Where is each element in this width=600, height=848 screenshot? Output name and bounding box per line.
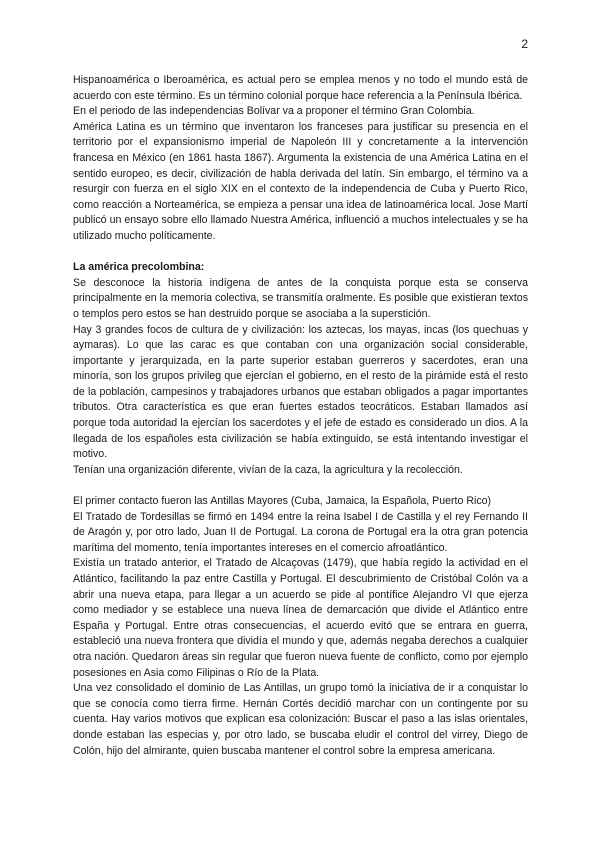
paragraph-primer-contacto: El primer contacto fueron las Antillas Mayores (Cuba, Jamaica, la Española, Puerto Rico) <box>73 495 492 508</box>
paragraph-tordesillas: El Tratado de Tordesillas se firmó en 1494 entre la reina Isabel I de Castilla y el rey Fernando II de Aragón y, por otro lado, Juan II de Portugal. La corona de Portugal era la otra gran potencia marítima del momento, tenía importantes intereses en el comercio afroatlántico. <box>73 510 528 554</box>
spacer <box>73 245 528 261</box>
paragraph-antillas-conquista: Una vez consolidado el dominio de Las Antillas, un grupo tomó la iniciativa de ir a conquistar lo que se conocía como tierra firme. Hernán Cortés decidió marchar con un contingente por su cuenta. Hay varios motivos que explican esa colonización: Buscar el paso a las islas orientales, donde estaban las especias y, por otro lado, se buscaba eludir el control del virrey, Diego de Colón, hijo del almirante, quien buscaba mantener el control sobre la empresa americana. <box>73 682 528 757</box>
paragraph-historia-indigena: Se desconoce la historia indígena de antes de la conquista porque esta se conserva principalmente en la memoria colectiva, se transmitía oralmente. Es posible que existieran textos o templos pero estos se han destruido porque se asociaba a la superstición. <box>73 276 528 320</box>
paragraph-organizacion: Tenían una organización diferente, vivían de la caza, la agricultura y la recolección. <box>73 463 463 476</box>
document-body <box>73 73 528 759</box>
paragraph-america-latina: América Latina es un término que inventaron los franceses para justificar su presencia en el territorio por el expansionismo imperial de Napoleón III y concretamente a la intervención francesa en México (en 1861 hasta 1867). Argumenta la existencia de una América Latina en el sentido europeo, es decir, civilización de habla derivada del latín. Sin embargo, el término va a resurgir con fuerza en el siglo XIX en el contexto de la independencia de Cuba y Puerto Rico, como reacción a Norteamérica, se empieza a pensar una idea de latinoamérica local. Jose Martí publicó un ensayo sobre ello llamado Nuestra América, influenció a muchos intelectuales y se ha utilizado mucho políticamente. <box>73 120 528 242</box>
paragraph-hispanoamerica: Hispanoamérica o Iberoamérica, es actual pero se emplea menos y no todo el mundo está de acuerdo con este término. Es un término colonial porque hace referencia a la Península Ibérica. <box>73 74 528 102</box>
paragraph-focos-cultura: Hay 3 grandes focos de cultura de y civilización: los aztecas, los mayas, incas (los quechuas y aymaras). Lo que las carac es que contaban con una organización social considerable, importante y jerarquizada, en la parte superior estaban guerreros y sacerdotes, eran una minoría, son los grupos privileg que ejercían el gobierno, en el resto de la pirámide está el resto de la población, campesinos y trabajadores urbanos que estaban obligados a pagar importantes tributos. Otra característica es que eran fuertes estados teocráticos. Estaban llamados así porque toda autoridad la ejercían los sacerdotes y el jefe de estado es considerado un dios. A la llegada de los españoles esta civilización se había extinguido, se está intentando investigar el motivo. <box>73 323 528 461</box>
paragraph-gran-colombia: En el periodo de las independencias Bolívar va a proponer el término Gran Colombia. <box>73 105 475 118</box>
paragraph-alcacovas: Existía un tratado anterior, el Tratado de Alcaçovas (1479), que había regido la actividad en el Atlántico, facilitando la paz entre Castilla y Portugal. El descubrimiento de Cristóbal Colón va a abrir una nueva etapa, para llegar a un acuerdo se pide al pontífice Alejandro VI que ejerza como mediador y se establece una nueva línea de demarcación que divide el Atlántico entre España y Portugal. Entre otras consecuencias, el acuerdo evitó que se entrara en guerra, estableció una nueva frontera que dividía el mundo y que, además negaba derechos a cualquier otra nación. Quedaron áreas sin regular que fueron nueva fuente de conflicto, como por ejemplo posesiones en Asia como Filipinas o Río de la Plata. <box>73 557 528 679</box>
spacer <box>73 478 528 494</box>
page-number: 2 <box>521 37 528 51</box>
section-heading-precolombina: La américa precolombina: <box>73 261 205 274</box>
